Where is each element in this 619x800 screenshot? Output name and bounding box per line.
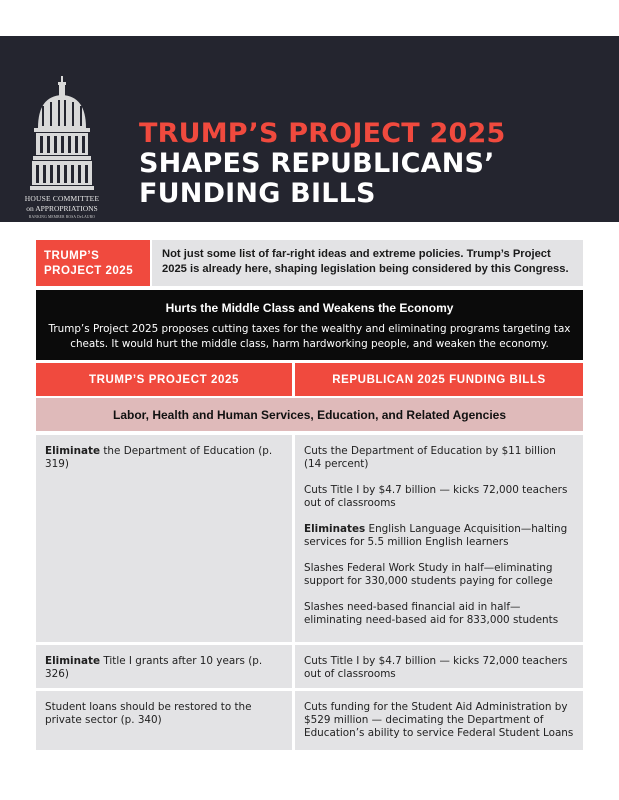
cell-text: English Language Acquisition—halting services for 5.5 million English learners <box>304 523 568 548</box>
cell-text: Slashes Federal Work Study in half—eliminating support for 330,000 students paying for college <box>304 562 553 587</box>
table-cell-right <box>295 691 583 750</box>
cell-text: Cuts Title I by $4.7 billion — kicks 72,000 teachers out of classrooms <box>304 484 568 509</box>
cell-paragraph <box>304 601 574 627</box>
cell-paragraph <box>45 701 283 727</box>
intro-label-line2: PROJECT 2025 <box>44 265 134 277</box>
title-line2: SHAPES REPUBLICANS’ <box>139 148 495 179</box>
intro-label <box>36 240 150 286</box>
logo-text-line3: RANKING MEMBER ROSA DeLAURO <box>28 215 96 219</box>
table-cell-right <box>295 435 583 642</box>
cell-text: Student loans should be restored to the private sector (p. 340) <box>45 701 252 726</box>
capitol-dome-icon <box>30 76 94 192</box>
cell-bold: Eliminate <box>45 655 101 667</box>
page-title <box>139 119 505 209</box>
cell-text: Slashes need-based financial aid in half—eliminating need-based aid for 833,000 students <box>304 601 559 626</box>
column-header-funding-bills: REPUBLICAN 2025 FUNDING BILLS <box>295 363 583 396</box>
cell-bold: Eliminates <box>304 523 366 535</box>
intro-text: Not just some list of far-right ideas and extreme policies. Trump’s Project 2025 is already here, shaping legislation being considered by this Congress. <box>152 240 583 286</box>
logo-text-line2: on APPROPRIATIONS <box>26 204 98 213</box>
cell-text: Title I grants after 10 years (p. 326) <box>45 655 263 680</box>
callout-heading: Hurts the Middle Class and Weakens the Economy <box>165 301 454 315</box>
cell-text: Cuts Title I by $4.7 billion — kicks 72,000 teachers out of classrooms <box>304 655 568 680</box>
table-cell-left <box>36 691 292 750</box>
cell-paragraph <box>304 484 574 510</box>
cell-text: Cuts the Department of Education by $11 billion (14 percent) <box>304 445 556 470</box>
cell-paragraph <box>304 445 574 471</box>
logo-text-line1: HOUSE COMMITTEE <box>24 194 100 203</box>
cell-paragraph <box>304 655 574 681</box>
section-heading: Labor, Health and Human Services, Education, and Related Agencies <box>36 398 583 431</box>
title-line1: TRUMP’S PROJECT 2025 <box>139 118 506 149</box>
cell-text: Cuts funding for the Student Aid Administration by $529 million — decimating the Department of Education’s ability to service Federal Student Loans <box>304 701 574 739</box>
cell-bold: Eliminate <box>45 445 101 457</box>
intro-label-line1: TRUMP’S <box>44 250 100 262</box>
table-cell-left <box>36 435 292 642</box>
cell-paragraph <box>45 445 283 471</box>
table-cell-right <box>295 645 583 688</box>
cell-paragraph <box>304 523 574 549</box>
title-line3: FUNDING BILLS <box>139 178 376 209</box>
cell-paragraph <box>304 701 574 740</box>
cell-paragraph <box>304 562 574 588</box>
callout-box <box>36 290 583 360</box>
committee-logo <box>22 76 102 219</box>
callout-text: Trump’s Project 2025 proposes cutting taxes for the wealthy and eliminating programs targeting tax cheats. It would hurt the middle class, harm hardworking people, and weaken the economy. <box>48 323 571 350</box>
table-cell-left <box>36 645 292 688</box>
cell-paragraph <box>45 655 283 681</box>
column-header-project-2025: TRUMP’S PROJECT 2025 <box>36 363 292 396</box>
cell-text: the Department of Education (p. 319) <box>45 445 273 470</box>
page-header <box>0 36 619 222</box>
